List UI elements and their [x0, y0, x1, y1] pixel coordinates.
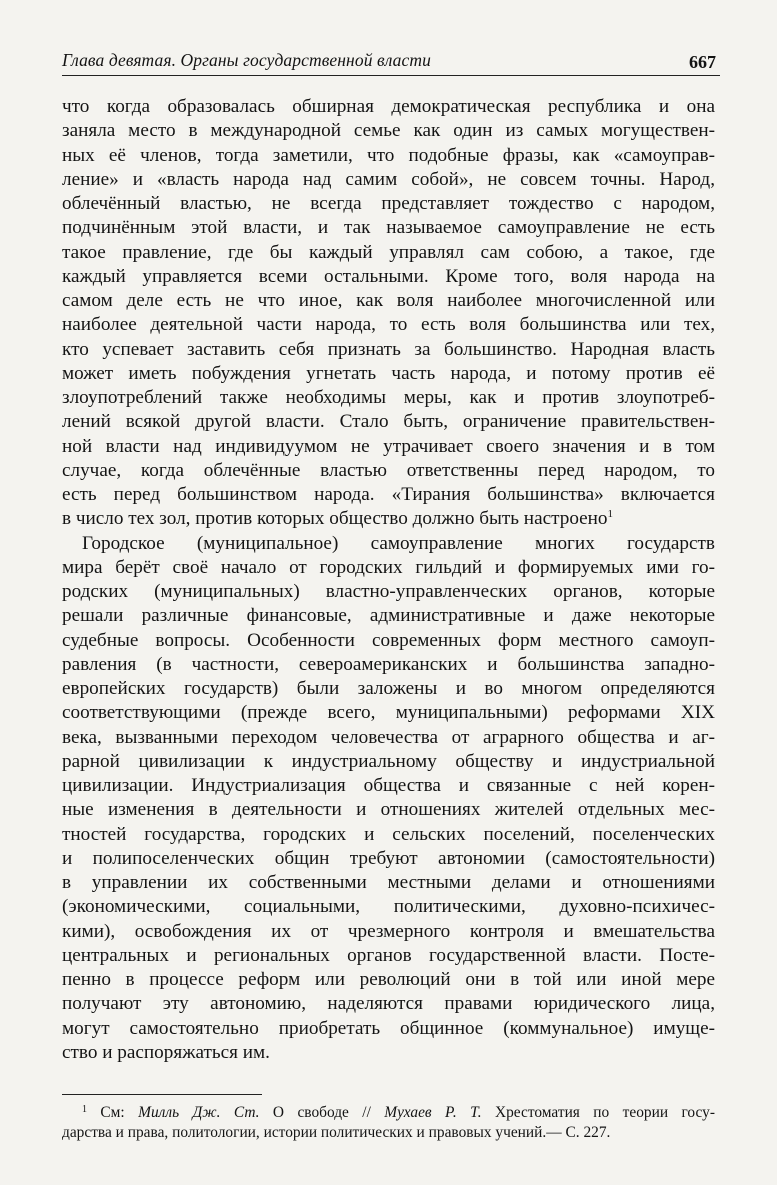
text-line: может иметь побуждения угнетать часть народа, и потому против её — [62, 362, 715, 384]
footnote-work: О свободе // — [272, 1104, 371, 1121]
text-line: могут самостоятельно приобретать общинное (коммунальное) имуще- — [62, 1017, 715, 1039]
text-line: есть перед большинством народа. «Тирания большинства» включается — [62, 484, 715, 505]
text-line: равления (в частности, североамериканских и большинства западно- — [62, 653, 715, 675]
text-line: в управлении их собственными местными делами и отношениями — [62, 872, 715, 893]
footnote-author: Милль Дж. Ст. — [138, 1104, 260, 1121]
text-line: пенно в процессе реформ или революций они в той или иной мере — [62, 969, 715, 990]
text-line: случае, когда облечённые властью ответственны перед народом, то — [62, 459, 715, 481]
text-line: родских (муниципальных) властно-управленческих органов, которые — [62, 581, 715, 602]
text-line: судебные вопросы. Особенности современных форм местного самоуп- — [62, 629, 715, 651]
text-line: ных её членов, тогда заметили, что подобные фразы, как «самоуправ- — [62, 144, 715, 166]
text-line: центральных и региональных органов государственной власти. Посте- — [62, 944, 715, 966]
text-line: века, вызванными переходом человечества от аграрного общества и аг- — [62, 726, 715, 748]
footnote-ref[interactable]: 1 — [607, 508, 614, 521]
text-line: европейских государств) были заложены и во многом определяются — [62, 678, 715, 699]
footnote-line — [62, 1103, 715, 1123]
text-line: цивилизации. Индустриализация общества и связанные с ней корен- — [62, 775, 715, 796]
text-line: рарной цивилизации к индустриальному обществу и индустриальной — [62, 750, 715, 772]
text-line: наиболее деятельной части народа, то есть воля большинства или тех, — [62, 314, 715, 336]
text-line: такое правление, где бы каждый управлял сам собою, а такое, где — [62, 241, 715, 263]
paragraph-2 — [62, 532, 715, 1066]
text-line: заняла место в международной семье как один из самых могуществен- — [62, 120, 715, 142]
paragraph-1 — [62, 95, 715, 532]
text-line: ной власти над индивидуумом не утрачивает своего значения и в том — [62, 435, 715, 457]
footnote-mark: 1 — [82, 1104, 87, 1115]
footnote-line: дарства и права, политологии, истории политических и правовых учений.— С. 227. — [62, 1124, 611, 1141]
footnote-work: Хрестоматия по теории госу- — [495, 1104, 715, 1121]
text-line: соответствующими (прежде всего, муниципальными) реформами XIX — [62, 702, 715, 724]
footnote-author: Мухаев Р. Т. — [384, 1104, 482, 1121]
text-line: кто успевает заставить себя признать за большинство. Народная власть — [62, 338, 715, 360]
text-line: лений всякой другой власти. Стало быть, ограничение правительствен- — [62, 411, 715, 433]
text-line: ление» и «власть народа над самим собой», не совсем точны. Народ, — [62, 168, 715, 190]
text-line-content: в число тех зол, против которых общество должно быть настроено — [62, 508, 608, 530]
footnote-see: См: — [100, 1104, 125, 1121]
text-line: (экономическими, социальными, политическими, духовно-психичес- — [62, 896, 715, 918]
text-line: мира берёт своё начало от городских гильдий и формируемых ими го- — [62, 556, 715, 578]
footnote — [62, 1103, 715, 1143]
text-line: и полипоселенческих общин требуют автономии (самостоятельности) — [62, 847, 715, 869]
header-rule — [62, 75, 720, 76]
text-line: ные изменения в деятельности и отношениях жителей отдельных мес- — [62, 799, 715, 821]
text-line: злоупотреблений также необходимы меры, как и против злоупотреб- — [62, 387, 715, 408]
footnote-separator — [62, 1094, 262, 1095]
text-line: что когда образовалась обширная демократическая республика и она — [62, 96, 715, 117]
text-line: получают эту автономию, наделяются правами юридического лица, — [62, 993, 715, 1015]
chapter-title: Глава девятая. Органы государственной власти — [62, 50, 431, 70]
text-line: подчинённым этой власти, и так называемое самоуправление не есть — [62, 217, 715, 239]
main-text — [62, 95, 715, 1065]
text-line: самом деле есть не что иное, как воля наиболее многочисленной или — [62, 290, 715, 311]
text-line: Городское (муниципальное) самоуправление многих государств — [82, 532, 715, 554]
text-line: решали различные финансовые, административные и даже некоторые — [62, 605, 715, 627]
text-line: каждый управляется всеми остальными. Кроме того, воля народа на — [62, 265, 715, 287]
text-line: тностей государства, городских и сельских поселений, поселенческих — [62, 823, 715, 845]
text-line: облечённый властью, не всегда представляет тождество с народом, — [62, 193, 715, 214]
text-line: кими), освобождения их от чрезмерного контроля и вмешательства — [62, 920, 715, 942]
text-line: ство и распоряжаться им. — [62, 1041, 270, 1063]
page-number: 667 — [689, 52, 716, 72]
running-header — [62, 48, 720, 78]
text-line — [62, 507, 715, 531]
